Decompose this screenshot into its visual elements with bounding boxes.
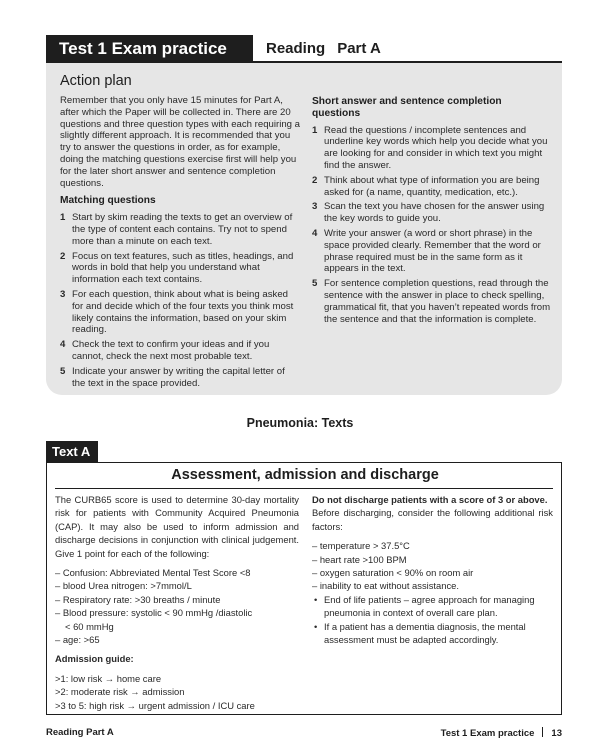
discharge-note: • If a patient has a dementia diagnosis, the mental assessment must be adapted accordingly. [314, 620, 526, 646]
text-a-left-column [55, 493, 299, 712]
text-a-label: Text A [46, 441, 98, 462]
criteria-item: – Blood pressure: systolic < 90 mmHg /diastolic [55, 607, 253, 619]
criteria-item: – age: >65 [55, 634, 100, 646]
text-a-right-column [312, 493, 553, 646]
criteria-item: – Confusion: Abbreviated Mental Test Score <8 [55, 567, 251, 579]
action-plan-panel [46, 63, 562, 395]
discharge-heading: Do not discharge patients with a score of 3 or above. [312, 494, 548, 505]
risk-factor: – temperature > 37.5°C [312, 540, 410, 552]
action-plan-right-column [312, 96, 552, 328]
action-plan-left-column [60, 95, 300, 392]
section-name: Reading [266, 40, 326, 57]
admission-item: >3 to 5: high risk → urgent admission / ICU care [55, 699, 255, 711]
section-title: Pneumonia: Texts [246, 416, 354, 430]
short-answer-step: 4 Write your answer (a word or short phrase) in the space provided clearly. Remember that the word or phrase required must be in the same form as it appears in the text. [312, 227, 541, 275]
matching-step: 5 Indicate your answer by writing the capital letter of the text in the space provided. [60, 365, 285, 389]
section-label [266, 35, 381, 63]
discharge-note: • End of life patients – agree approach for managing pneumonia in context of overall care plan. [314, 593, 535, 619]
discharge-intro: Before discharging, consider the following additional risk factors: [312, 507, 553, 532]
action-plan-title: Action plan [60, 73, 132, 89]
matching-step: 1 Start by skim reading the texts to get an overview of the type of content each contains. Try not to spend more than a minute on each text. [60, 212, 293, 247]
page-header [46, 35, 562, 63]
page-number: 13 [551, 728, 562, 739]
discharge-notes [312, 593, 553, 647]
footer-section: Reading Part A [46, 727, 114, 738]
text-a-intro: The CURB65 score is used to determine 30-day mortality risk for patients with Community Acquired Pneumonia (CAP). It may also be used to inform admission and discharge decisions in conjunction with clinical judgement. Give 1 point for each of the following: [55, 494, 299, 559]
criteria-item: – blood Urea nitrogen: >7mmol/L [55, 580, 192, 592]
short-answer-step: 2 Think about what type of information you are being asked for (a name, quantity, medication, etc.). [312, 174, 540, 198]
matching-step: 4 Check the text to confirm your ideas and if you cannot, check the next most probable text. [60, 339, 270, 362]
risk-factor: – heart rate >100 BPM [312, 553, 407, 565]
matching-heading: Matching questions [60, 195, 156, 207]
admission-item: >1: low risk → home care [55, 672, 162, 684]
action-plan-intro: Remember that you only have 15 minutes for Part A, after which the Paper will be collected in. There are 20 questions and three question types with each requiring a slightly different approach. It is recommended that you try to answer the questions in order, as for example, doing the matching questions exercise first will help you for the later short answer and sentence completion questions. [60, 95, 300, 189]
text-a-title: Assessment, admission and discharge [171, 467, 439, 483]
matching-step: 2 Focus on text features, such as titles, headings, and words in bold that help you understand what information each text contains. [60, 250, 294, 286]
test-label: Test 1 Exam practice [46, 35, 253, 63]
footer-right [418, 727, 562, 739]
short-answer-step: 3 Scan the text you have chosen for the answer using the key words to guide you. [312, 201, 545, 225]
matching-steps [60, 212, 300, 389]
short-answer-heading: Short answer and sentence completion questions [312, 96, 502, 119]
short-answer-steps [312, 125, 552, 326]
risk-factor: – inability to eat without assistance. [312, 580, 459, 592]
admission-guide-heading: Admission guide: [55, 653, 134, 665]
admission-item: >2: moderate risk → admission [55, 686, 185, 698]
criteria-item: – Respiratory rate: >30 breaths / minute [55, 593, 221, 605]
text-a-divider [55, 488, 553, 489]
footer-test: Test 1 Exam practice [440, 728, 535, 739]
risk-factor: – oxygen saturation < 90% on room air [312, 567, 474, 579]
part-name: Part A [337, 40, 381, 57]
matching-step: 3 For each question, think about what is being asked for and decide which of the four texts you think most likely contains the information, based on your skim reading. [60, 288, 294, 336]
text-a-box [46, 462, 562, 715]
short-answer-step: 5 For sentence completion questions, read through the sentence with the answer in place to check spelling, grammatical fit, that you haven’t repeated words from the sentence and that the information is complete. [312, 278, 551, 325]
short-answer-step: 1 Read the questions / incomplete sentences and underline key words which help you decide what you are looking for and consider in which text you might find the answer. [312, 124, 548, 171]
criteria-item: < 60 mmHg [65, 620, 114, 632]
